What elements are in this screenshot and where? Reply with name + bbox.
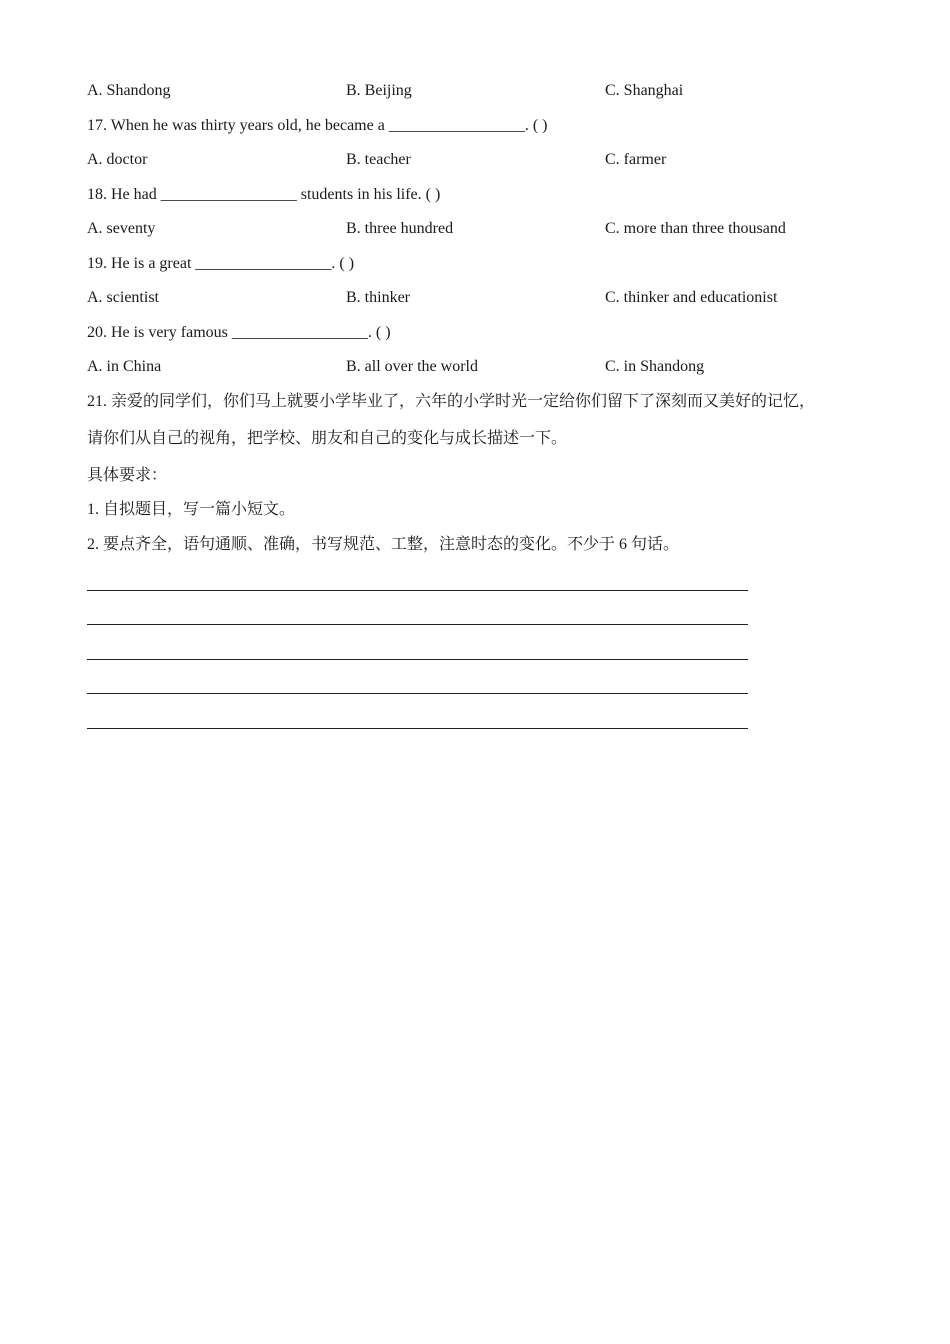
q18-stem: 18. He had _________________ students in his life. ( ) [87,185,441,203]
q17-stem: 17. When he was thirty years old, he became a _________________. ( ) [87,116,548,134]
writing-line-3[interactable] [87,635,857,670]
q19-options [87,285,857,320]
q18-options [87,216,857,251]
q19-option-b[interactable]: B. thinker [346,289,410,306]
q21-requirements-heading: 具体要求： [87,466,168,484]
q21-prompt-line-1: 21. 亲爱的同学们，你们马上就要小学毕业了，六年的小学时光一定给你们留下了深刻而又美好的记忆， [87,392,816,410]
q20-option-a[interactable]: A. in China [87,358,162,375]
q19-option-a[interactable]: A. scientist [87,289,159,306]
q17-option-b[interactable]: B. teacher [346,151,411,168]
q21-prompt-line-2: 请你们从自己的视角，把学校、朋友和自己的变化与成长描述一下。 [87,429,568,447]
q17-options [87,147,857,182]
writing-rule [87,590,748,591]
q16-option-c[interactable]: C. Shanghai [605,82,684,99]
q18-option-a[interactable]: A. seventy [87,220,156,237]
q16-options [87,78,857,113]
q20-option-c[interactable]: C. in Shandong [605,358,705,375]
worksheet-page [87,78,857,739]
writing-line-2[interactable] [87,601,857,636]
q19-stem: 19. He is a great _________________. ( ) [87,254,355,272]
q17-option-c[interactable]: C. farmer [605,151,667,168]
writing-rule [87,659,748,660]
q18-option-c[interactable]: C. more than three thousand [605,220,786,237]
writing-rule [87,728,748,729]
q20-option-b[interactable]: B. all over the world [346,358,478,375]
q17-option-a[interactable]: A. doctor [87,151,148,168]
q21-requirement-1: 1. 自拟题目，写一篇小短文。 [87,501,296,518]
writing-line-5[interactable] [87,704,857,739]
q19-option-c[interactable]: C. thinker and educationist [605,289,778,306]
q20-stem: 20. He is very famous _________________. ( ) [87,323,391,341]
writing-rule [87,693,748,694]
q18-option-b[interactable]: B. three hundred [346,220,454,237]
writing-rule [87,624,748,625]
writing-line-4[interactable] [87,670,857,705]
q16-option-b[interactable]: B. Beijing [346,82,412,99]
q21-requirement-2: 2. 要点齐全，语句通顺、准确，书写规范、工整，注意时态的变化。不少于 6 句话。 [87,535,680,553]
writing-line-1[interactable] [87,566,857,601]
q16-option-a[interactable]: A. Shandong [87,82,171,99]
q20-options [87,354,857,389]
